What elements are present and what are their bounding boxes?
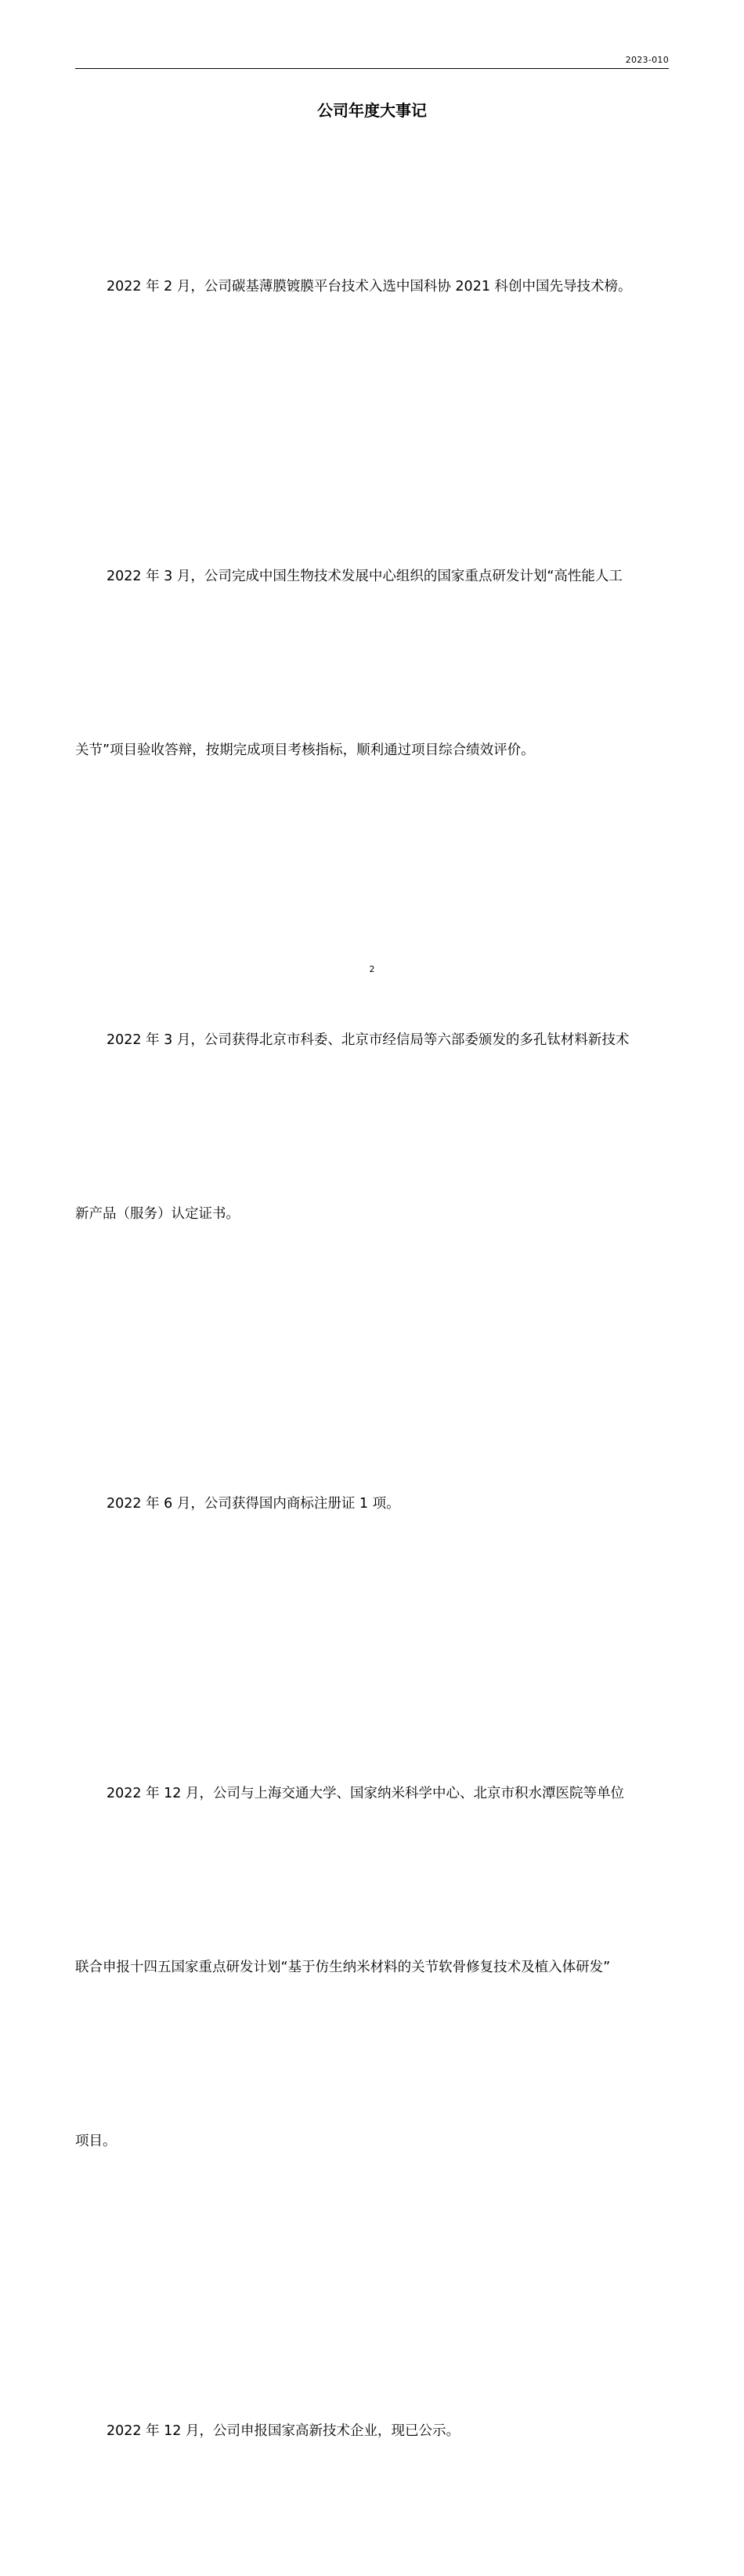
event-line: 2022 年 12 月，公司申报国家高新技术企业，现已公示。 <box>107 2423 460 2439</box>
header-divider <box>75 68 669 69</box>
event-line: 2022 年 3 月，公司获得北京市科委、北京市经信局等六部委颁发的多孔钛材料新技术 <box>107 1032 630 1048</box>
event-paragraph-6 <box>75 2286 669 2576</box>
page-number: 2 <box>369 964 375 974</box>
event-line: 2022 年 12 月，公司与上海交通大学、国家纳米科学中心、北京市积水潭医院等单位 <box>107 1786 624 1801</box>
event-line: 2022 年 6 月，公司获得国内商标注册证 1 项。 <box>107 1496 400 1512</box>
event-line: 项目。 <box>75 2133 117 2149</box>
event-paragraph-4 <box>75 1359 669 1649</box>
event-line: 2022 年 2 月，公司碳基薄膜镀膜平台技术入选中国科协 2021 科创中国先导技术榜。 <box>107 279 632 294</box>
event-line: 2022 年 3 月，公司完成中国生物技术发展中心组织的国家重点研发计划“高性能人工 <box>107 569 623 584</box>
event-line: 联合申报十四五国家重点研发计划“基于仿生纳米材料的关节软骨修复技术及植入体研发” <box>75 1960 611 1975</box>
event-line: 新产品（服务）认定证书。 <box>75 1206 240 1222</box>
event-paragraph-2 <box>75 432 669 895</box>
event-paragraph-1 <box>75 142 669 432</box>
event-paragraph-5 <box>75 1649 669 2286</box>
events-list <box>75 142 669 2576</box>
document-code: 2023-010 <box>625 55 669 65</box>
event-line: 关节”项目验收答辩，按期完成项目考核指标，顺利通过项目综合绩效评价。 <box>75 742 535 758</box>
page-title: 公司年度大事记 <box>317 101 427 120</box>
